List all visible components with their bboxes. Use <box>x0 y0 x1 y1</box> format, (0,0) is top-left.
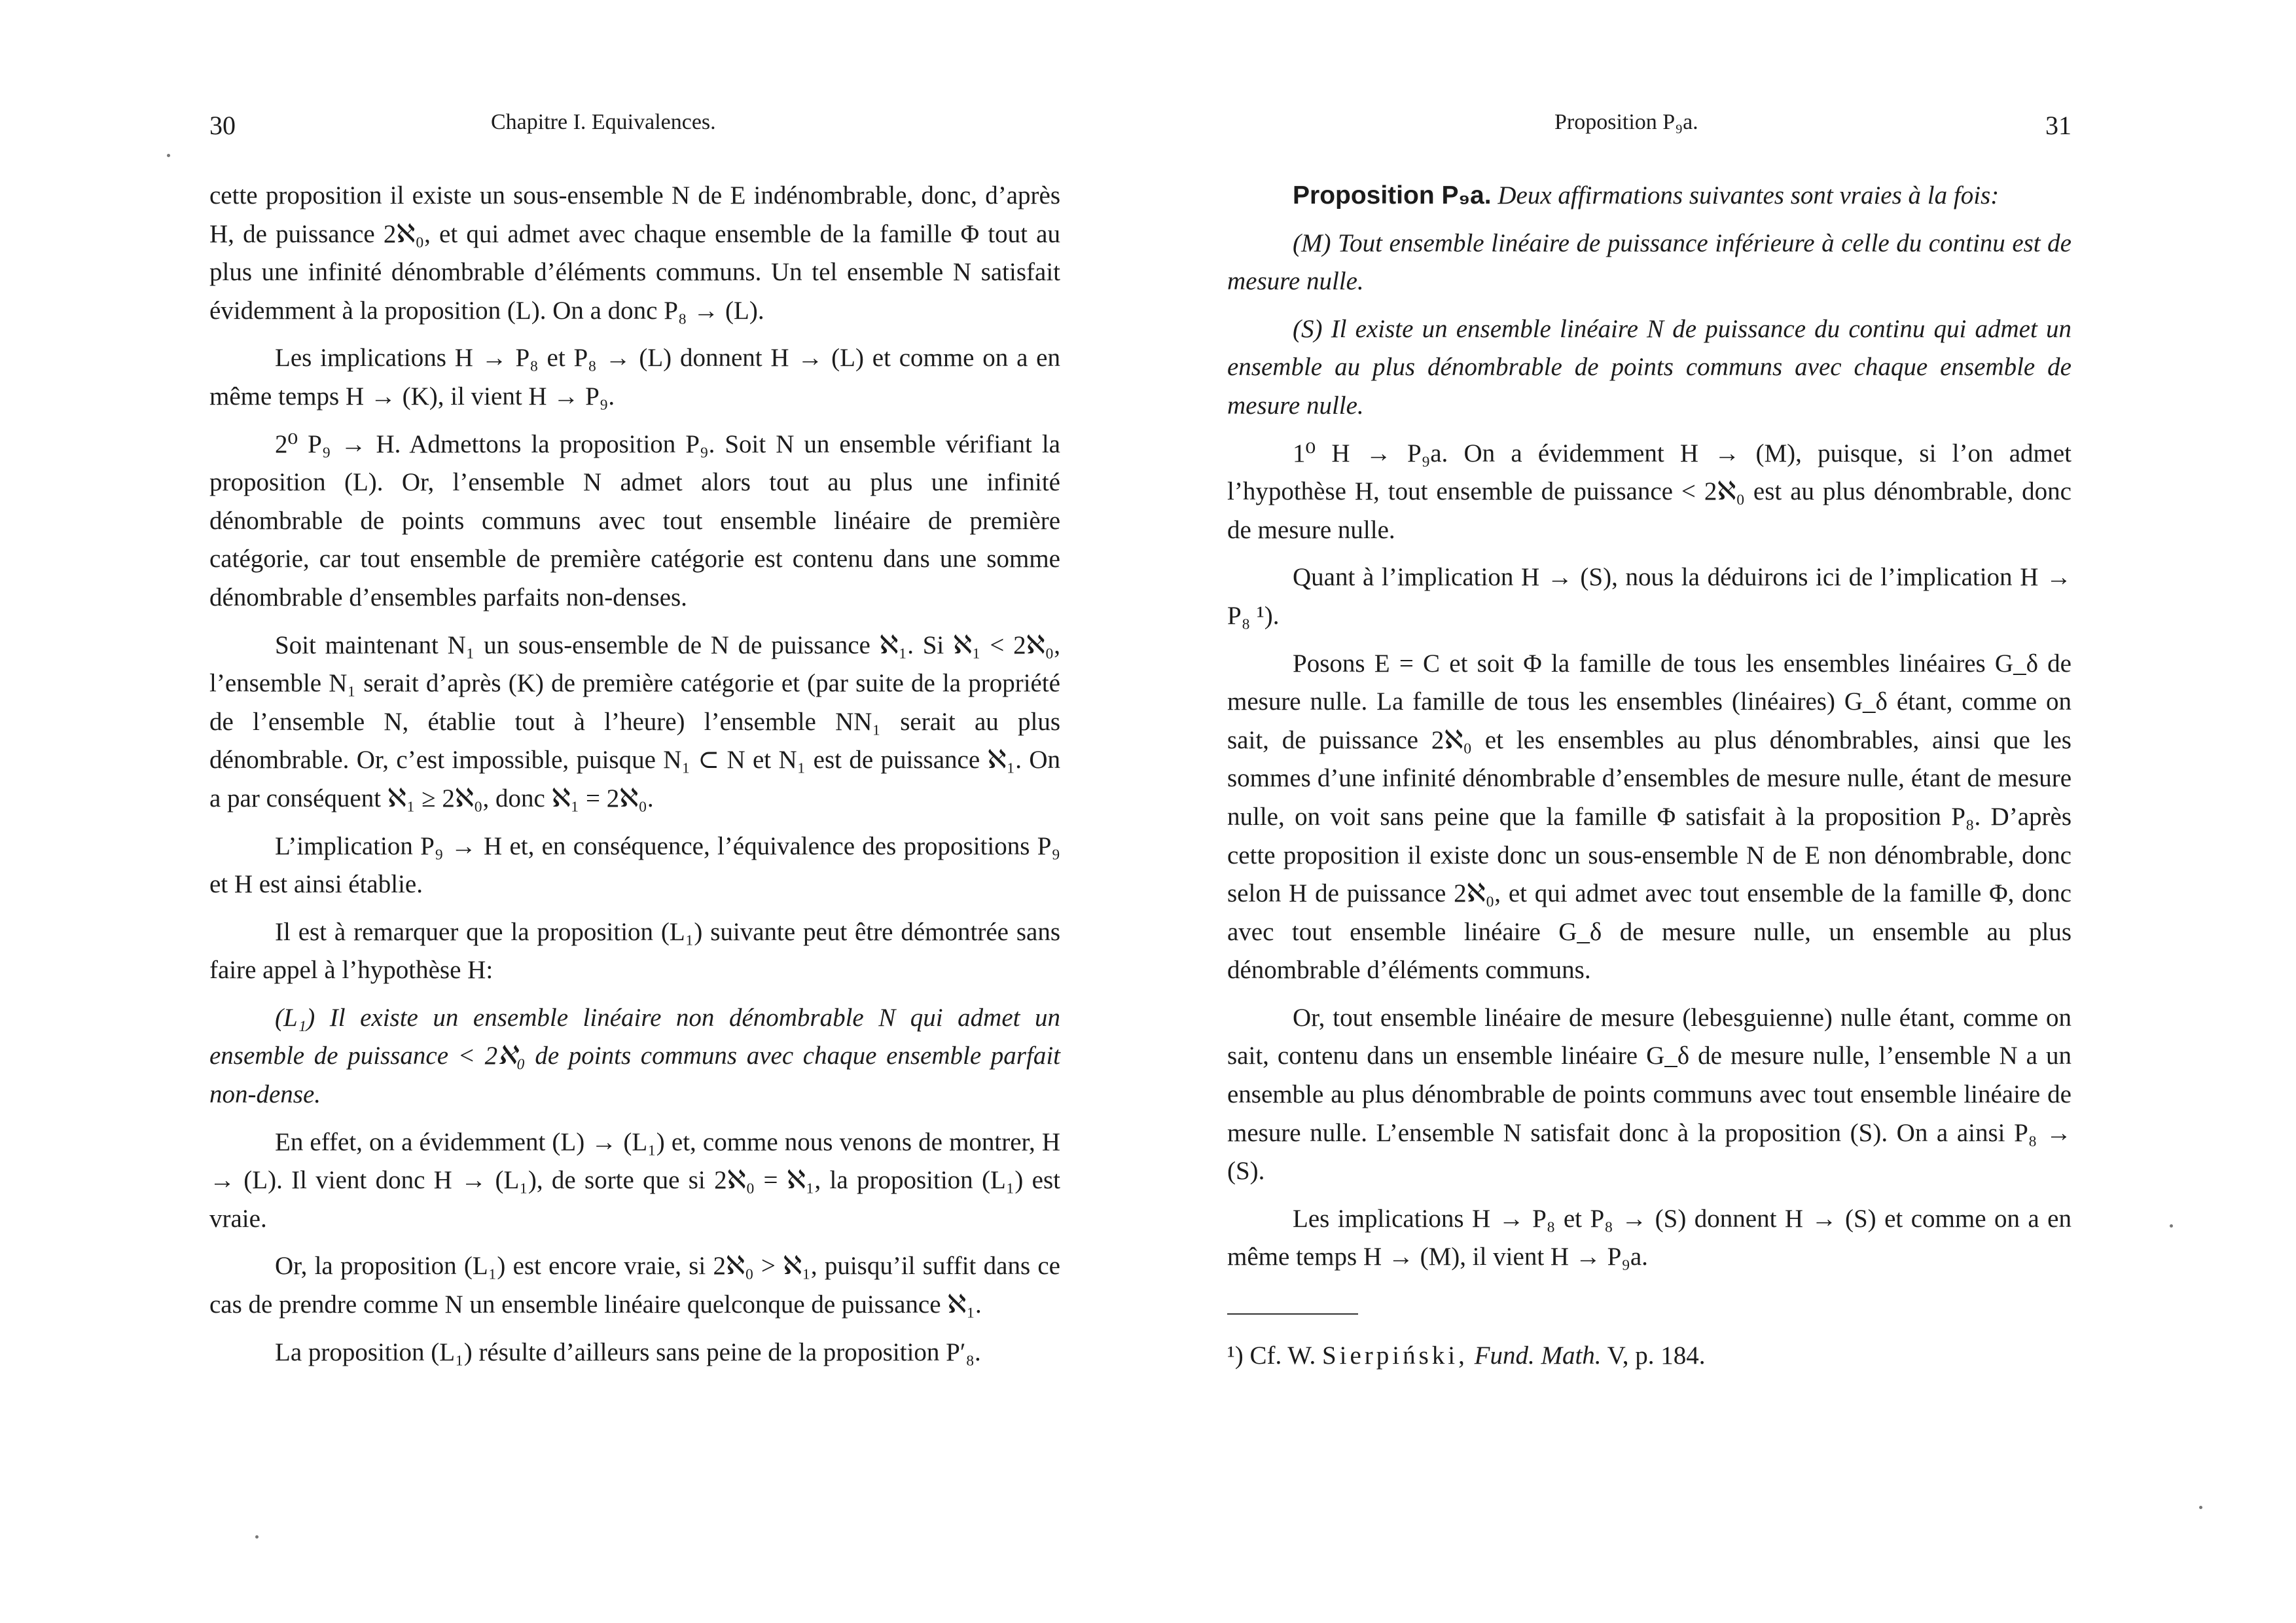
footnote <box>1227 1337 2072 1376</box>
footnote-cf: Cf. W. <box>1249 1341 1316 1370</box>
left-running-title: Chapitre I. Equivalences. <box>491 110 716 134</box>
right-paragraph-8: Les implications H → P₈ et P₈ → (S) donnent H → (S) et comme on a en même temps H → (M), il vient H → P₉a. <box>1227 1204 2072 1271</box>
right-running-head <box>1227 110 2072 149</box>
left-paragraph-6: Il est à remarquer que la proposition (L₁) suivante peut être démontrée sans faire appel à l’hypothèse H: <box>209 917 1060 985</box>
left-statement-L1: (L₁) Il existe un ensemble linéaire non dénombrable N qui admet un ensemble de puissance < 2ℵ₀ de points communs avec chaque ensemble parfait non-dense. <box>209 1003 1060 1109</box>
left-paragraph-5: L’implication P₉ → H et, en conséquence, l’équivalence des propositions P₉ et H est ainsi établie. <box>209 831 1060 899</box>
left-page-number: 30 <box>209 111 236 140</box>
left-running-head <box>209 110 1060 149</box>
left-paragraph-4: Soit maintenant N₁ un sous-ensemble de N de puissance ℵ₁. Si ℵ₁ < 2ℵ₀, l’ensemble N₁ serait d’après (K) de première catégorie et (par suite de la propriété de l’ensemble N, établie tout à l’heure) l’ensemble NN₁ serait au plus dénombrable. Or, c’est impossible, puisque N₁ ⊂ N et N₁ est de puissance ℵ₁. On a par conséquent ℵ₁ ≥ 2ℵ₀, donc ℵ₁ = 2ℵ₀. <box>209 630 1060 812</box>
left-paragraph-3: 2⁰ P₉ → H. Admettons la proposition P₉. Soit N un ensemble vérifiant la proposition (L). Or, l’ensemble N admet alors tout au plus une infinité dénombrable de points communs avec tout ensemble linéaire de première catégorie, car tout ensemble de première catégorie est contenu dans une somme dénombrable d’ensembles parfaits non-denses. <box>209 429 1060 611</box>
scan-speck <box>167 154 170 157</box>
right-running-title: Proposition P₉a. <box>1554 110 1698 134</box>
footnote-author: Sierpiński, <box>1321 1341 1468 1370</box>
right-body-text <box>1227 177 2072 1385</box>
footnote-ref: V, p. 184. <box>1607 1341 1706 1370</box>
proposition-label: Proposition P₉a. <box>1293 181 1492 210</box>
proposition-statement <box>1227 177 2072 215</box>
left-paragraph-8: En effet, on a évidemment (L) → (L₁) et, comme nous venons de montrer, H → (L). Il vient donc H → (L₁), de sorte que si 2ℵ₀ = ℵ₁, la proposition (L₁) est vraie. <box>209 1127 1060 1233</box>
right-paragraph-5: Quant à l’implication H → (S), nous la déduirons ici de l’implication H → P₈ ¹). <box>1227 563 2072 630</box>
footnote-rule <box>1227 1313 1358 1315</box>
scan-speck <box>2199 1506 2202 1509</box>
right-page <box>1227 0 2072 1623</box>
right-paragraph-7: Or, tout ensemble linéaire de mesure (lebesguienne) nulle étant, comme on sait, contenu dans un ensemble linéaire G_δ de mesure nulle, l’ensemble N a un ensemble au plus dénombrable de points communs avec tout ensemble linéaire de mesure nulle. L’ensemble N satisfait donc à la proposition (S). On a ainsi P₈ → (S). <box>1227 1003 2072 1186</box>
left-paragraph-10: La proposition (L₁) résulte d’ailleurs sans peine de la proposition P′₈. <box>275 1338 981 1366</box>
right-page-number: 31 <box>2045 111 2072 140</box>
left-paragraph-1: cette proposition il existe un sous-ensemble N de E indénombrable, donc, d’après H, de puissance 2ℵ₀, et qui admet avec chaque ensemble de la famille Φ tout au plus une infinité dénombrable d’éléments communs. Un tel ensemble N satisfait évidemment à la proposition (L). On a donc P₈ → (L). <box>209 181 1060 325</box>
right-paragraph-6: Posons E = C et soit Φ la famille de tous les ensembles linéaires G_δ de mesure nulle. La famille de tous les ensembles (linéaires) G_δ étant, comme on sait, de puissance 2ℵ₀ et les ensembles au plus dénombrables, ainsi que les sommes d’une infinité dénombrable d’ensembles de mesure nulle, étant de mesure nulle, on voit sans peine que la famille Φ satisfait à la proposition P₈. D’après cette proposition il existe donc un sous-ensemble N de E non dénombrable, donc selon H de puissance 2ℵ₀, et qui admet avec tout ensemble de la famille Φ, donc avec tout ensemble linéaire G_δ de mesure nulle, un ensemble au plus dénombrable d’éléments communs. <box>1227 649 2072 985</box>
right-paragraph-4: 1⁰ H → P₉a. On a évidemment H → (M), puisque, si l’on admet l’hypothèse H, tout ensemble de puissance < 2ℵ₀ est au plus dénombrable, donc de mesure nulle. <box>1227 439 2072 544</box>
left-page <box>209 0 1060 1623</box>
left-body-text <box>209 177 1060 1381</box>
scan-speck <box>255 1535 259 1539</box>
left-paragraph-9: Or, la proposition (L₁) est encore vraie, si 2ℵ₀ > ℵ₁, puisqu’il suffit dans ce cas de prendre comme N un ensemble linéaire quelconque de puissance ℵ₁. <box>209 1252 1060 1319</box>
footnote-journal: Fund. Math. <box>1474 1341 1602 1370</box>
left-paragraph-2: Les implications H → P₈ et P₈ → (L) donnent H → (L) et comme on a en même temps H → (K), il vient H → P₉. <box>209 344 1060 410</box>
statement-M: (M) Tout ensemble linéaire de puissance inférieure à celle du continu est de mesure nulle. <box>1227 228 2072 296</box>
proposition-intro: Deux affirmations suivantes sont vraies à la fois: <box>1498 181 2000 210</box>
scan-speck <box>2170 1224 2173 1228</box>
statement-S: (S) Il existe un ensemble linéaire N de puissance du continu qui admet un ensemble au plus dénombrable de points communs avec chaque ensemble de mesure nulle. <box>1227 314 2072 420</box>
footnote-marker: ¹) <box>1227 1341 1244 1370</box>
